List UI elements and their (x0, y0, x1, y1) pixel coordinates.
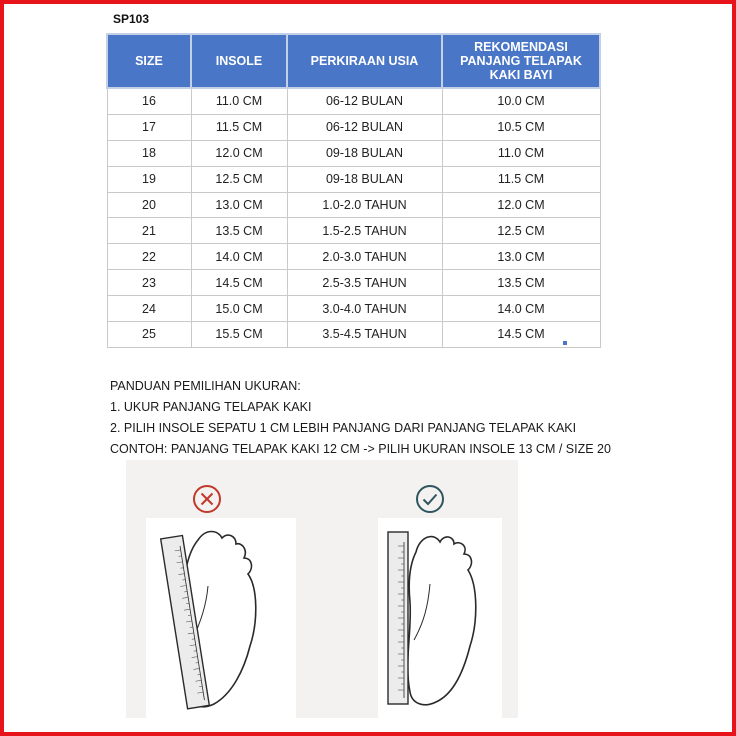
measurement-illustration (126, 460, 518, 718)
cell-size: 22 (107, 244, 191, 270)
guide-step-1: 1. UKUR PANJANG TELAPAK KAKI (110, 400, 312, 414)
cell-age: 1.0-2.0 TAHUN (287, 192, 442, 218)
header-age: PERKIRAAN USIA (287, 34, 442, 88)
size-guide (110, 376, 611, 460)
table-row (107, 244, 600, 270)
cell-age: 06-12 BULAN (287, 88, 442, 114)
cell-age: 06-12 BULAN (287, 114, 442, 140)
table-row (107, 270, 600, 296)
table-row (107, 218, 600, 244)
cell-size: 23 (107, 270, 191, 296)
table-row (107, 88, 600, 114)
cell-insole: 14.0 CM (191, 244, 287, 270)
cell-foot-length: 13.0 CM (442, 244, 600, 270)
header-recommended-foot-length: REKOMENDASI PANJANG TELAPAK KAKI BAYI (442, 34, 600, 88)
wrong-measurement-drawing (146, 522, 296, 718)
cell-foot-length: 10.5 CM (442, 114, 600, 140)
cell-size: 17 (107, 114, 191, 140)
cell-foot-length: 11.5 CM (442, 166, 600, 192)
cell-size: 24 (107, 296, 191, 322)
cell-insole: 15.0 CM (191, 296, 287, 322)
product-code: SP103 (113, 12, 150, 26)
cell-foot-length: 14.0 CM (442, 296, 600, 322)
cell-foot-length: 12.0 CM (442, 192, 600, 218)
cell-insole: 12.0 CM (191, 140, 287, 166)
guide-example: CONTOH: PANJANG TELAPAK KAKI 12 CM -> PILIH UKURAN INSOLE 13 CM / SIZE 20 (110, 442, 611, 456)
cell-size: 18 (107, 140, 191, 166)
cell-foot-length: 13.5 CM (442, 270, 600, 296)
cell-age: 3.5-4.5 TAHUN (287, 322, 442, 348)
cell-foot-length: 14.5 CM (442, 322, 600, 348)
table-header-row (107, 34, 600, 88)
table-row (107, 166, 600, 192)
cell-foot-length: 12.5 CM (442, 218, 600, 244)
cell-foot-length: 10.0 CM (442, 88, 600, 114)
cell-age: 2.5-3.5 TAHUN (287, 270, 442, 296)
cell-age: 09-18 BULAN (287, 140, 442, 166)
cell-age: 09-18 BULAN (287, 166, 442, 192)
table-row (107, 296, 600, 322)
cell-insole: 14.5 CM (191, 270, 287, 296)
cell-insole: 15.5 CM (191, 322, 287, 348)
cell-insole: 13.0 CM (191, 192, 287, 218)
cell-age: 3.0-4.0 TAHUN (287, 296, 442, 322)
header-insole: INSOLE (191, 34, 287, 88)
cell-foot-length: 11.0 CM (442, 140, 600, 166)
guide-step-2: 2. PILIH INSOLE SEPATU 1 CM LEBIH PANJANG DARI PANJANG TELAPAK KAKI (110, 421, 577, 435)
cell-size: 19 (107, 166, 191, 192)
header-size: SIZE (107, 34, 191, 88)
check-circle-icon (415, 484, 445, 514)
table-row (107, 192, 600, 218)
right-measurement-drawing (378, 522, 502, 718)
size-chart-table (106, 33, 601, 348)
cell-size: 21 (107, 218, 191, 244)
cross-circle-icon (192, 484, 222, 514)
cell-insole: 11.5 CM (191, 114, 287, 140)
table-resize-handle (563, 341, 567, 345)
cell-size: 25 (107, 322, 191, 348)
cell-insole: 13.5 CM (191, 218, 287, 244)
cell-age: 1.5-2.5 TAHUN (287, 218, 442, 244)
cell-insole: 12.5 CM (191, 166, 287, 192)
table-row (107, 140, 600, 166)
table-row (107, 322, 600, 348)
cell-age: 2.0-3.0 TAHUN (287, 244, 442, 270)
cell-size: 16 (107, 88, 191, 114)
cell-insole: 11.0 CM (191, 88, 287, 114)
guide-title: PANDUAN PEMILIHAN UKURAN: (110, 379, 301, 393)
table-row (107, 114, 600, 140)
cell-size: 20 (107, 192, 191, 218)
